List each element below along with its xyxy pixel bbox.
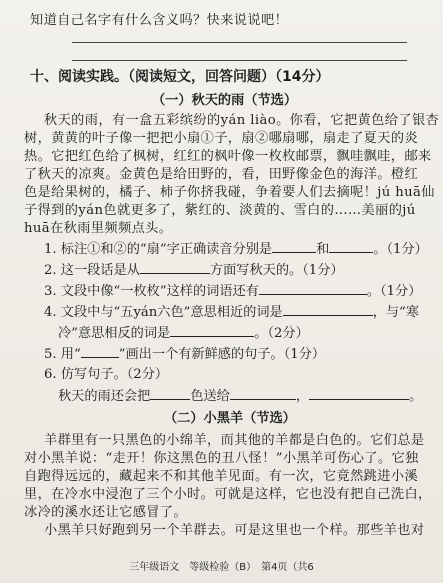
question-2: 2. 这一段话是从 方面写秋天的。（1分） (44, 263, 344, 278)
passage1-line: 子得到的yán色就更多了，紫红的、淡黄的、雪白的……美丽的jú (24, 203, 416, 218)
answer-line-2 (72, 60, 407, 61)
passage1-line: huā在秋雨里频频点头。 (24, 221, 173, 236)
passage2-line: 里，在冷水中浸泡了三个小时。可就是这样，它也没有把自己洗白， (24, 487, 432, 502)
answer-blank[interactable] (170, 324, 254, 337)
passage2-line: 自跑得远远的，藏起来不和其他羊见面。有一次，它竟然跳进小溪 (24, 469, 419, 484)
passage2-line: 对小黑羊说：“走开！你这黑色的丑八怪！”小黑羊可伤心了。它独 (24, 451, 419, 466)
passage1-line: 了秋天的凉爽。金黄色是给田野的，看，田野像金色的海洋。橙红 (24, 167, 419, 182)
passage1-line: 秋天的雨，有一盒五彩缤纷的yán liào。你看，它把黄色给了银杏 (44, 113, 440, 128)
answer-blank[interactable] (140, 261, 210, 274)
answer-line-1 (72, 42, 407, 43)
passage1-line: 树，黄黄的叶子像一把把小扇①子，扇②哪扇哪，扇走了夏天的炎 (24, 131, 419, 146)
question-1: 1. 标注①和②的“扇”字正确读音分别是 和 。（1分） (44, 242, 428, 257)
passage2-line: 羊群里有一只黑色的小绵羊，而其他的羊都是白色的。它们总是 (44, 433, 425, 448)
answer-blank[interactable] (150, 387, 190, 400)
underline-sample (81, 345, 119, 358)
answer-blank[interactable] (259, 282, 367, 295)
question-4: 4. 文段中与“五yán六色”意思相近的词是 ，与“寒 (44, 305, 419, 320)
page-footer: 三年级语文 等级检验（B） 第4页（共6 (129, 562, 314, 573)
intro-question: 知道自己名字有什么含义吗？快来说说吧！ (30, 13, 289, 28)
answer-blank[interactable] (283, 303, 373, 316)
answer-blank[interactable] (329, 240, 373, 253)
question-6: 6. 仿写句子。（2分） (44, 367, 169, 382)
passage2-line: 冰冷的溪水还让它感冒了。 (24, 505, 188, 520)
passage2-line: 小黑羊只好跑到另一个羊群去。可是这里也一个样。那些羊也对 (44, 523, 425, 538)
passage1-line: 热。它把红色给了枫树，红红的枫叶像一枚枚邮票，飘哇飘哇，邮来 (24, 149, 432, 164)
section-title: 十、阅读实践。（阅读短文，回答问题）（14分） (30, 69, 330, 85)
passage1-title: （一）秋天的雨（节选） (152, 93, 298, 108)
answer-blank[interactable] (309, 387, 409, 400)
question-5: 5. 用“ ”画出一个有新鲜感的句子。（1分） (44, 347, 326, 362)
passage2-title: （二）小黑羊（节选） (164, 411, 296, 426)
question-3: 3. 文段中像“一枚枚”这样的词语还有 。（1分） (44, 284, 422, 299)
question-6-sentence: 秋天的雨还会把 色送给 ， 。 (58, 389, 423, 404)
answer-blank[interactable] (230, 387, 296, 400)
question-4-cont: 冷”意思相反的词是 。（2分） (58, 326, 309, 341)
passage1-line: 色是给果树的，橘子、柿子你挤我碰，争着要人们去摘呢！jú huā仙 (24, 185, 435, 200)
answer-blank[interactable] (272, 240, 316, 253)
